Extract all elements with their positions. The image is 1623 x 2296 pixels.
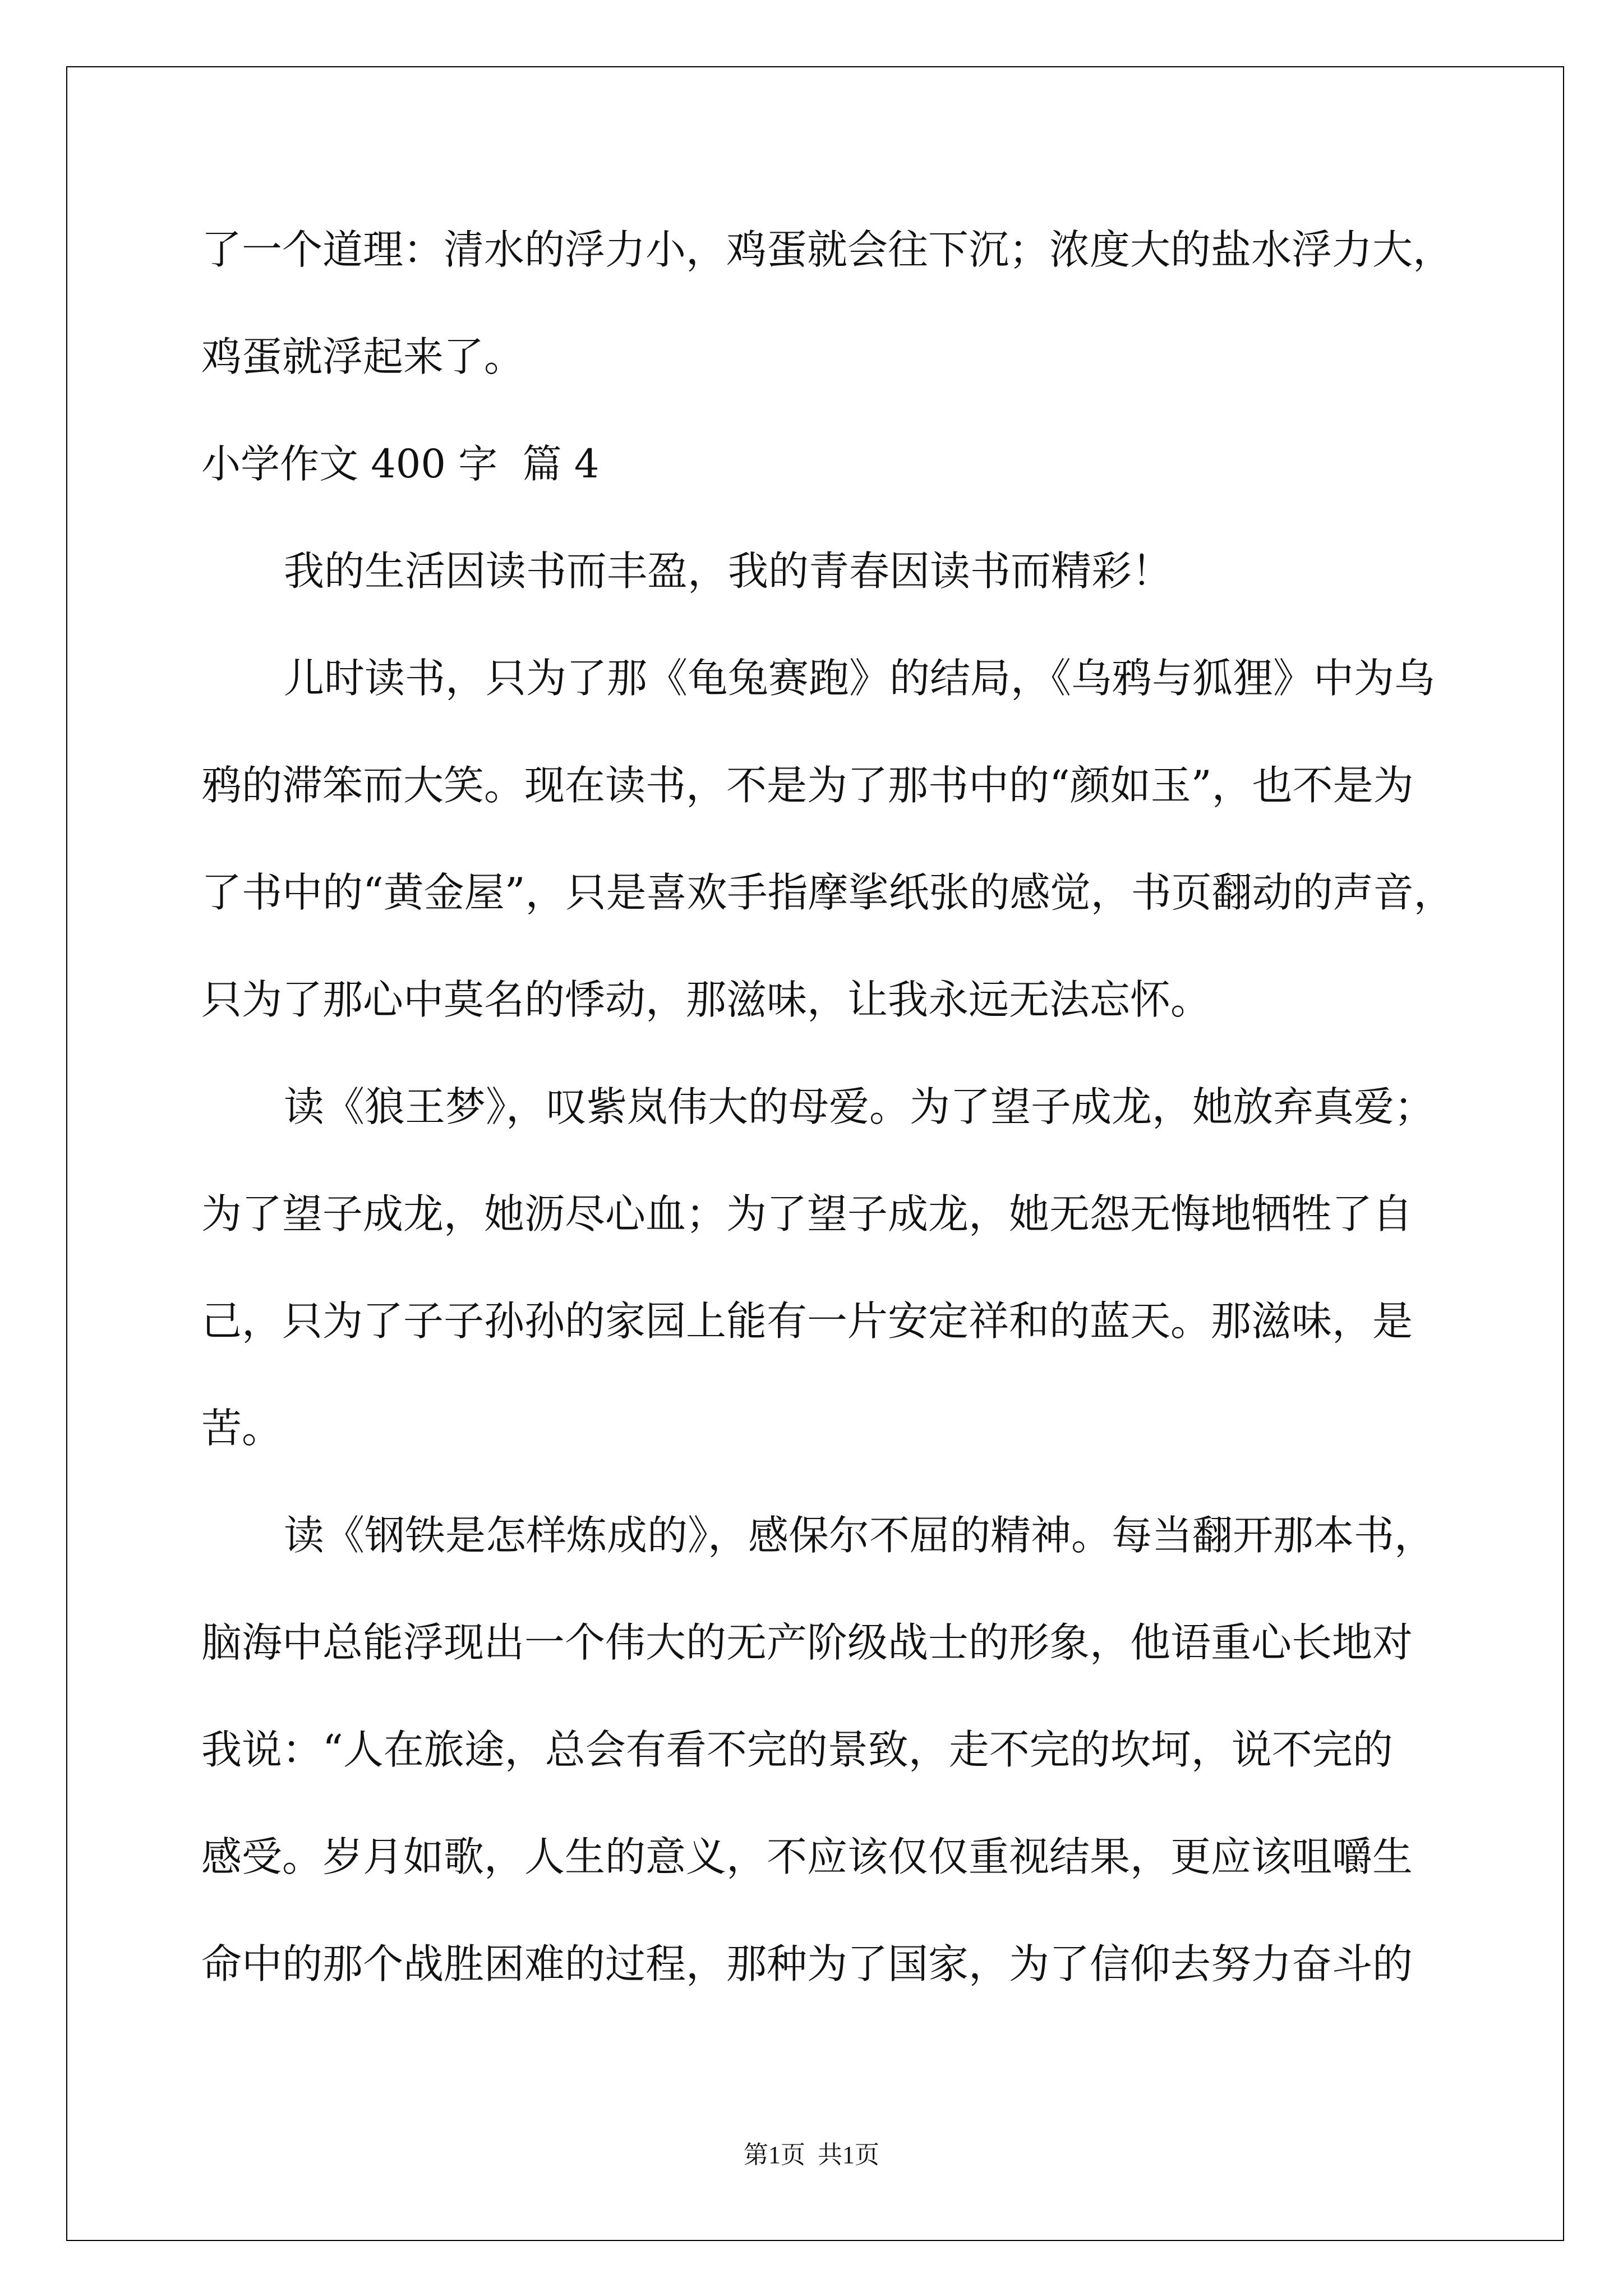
text-line: 鸡蛋就浮起来了。 bbox=[201, 333, 525, 380]
text-line: 我的生活因读书而丰盈，我的青春因读书而精彩！ bbox=[284, 547, 1173, 595]
text-line: 己，只为了子子孙孙的家园上能有一片安定祥和的蓝天。那滋味，是 bbox=[201, 1297, 1413, 1345]
text-line: 苦。 bbox=[201, 1405, 283, 1452]
text-line: 读《狼王梦》，叹紫岚伟大的母爱。为了望子成龙，她放弃真爱； bbox=[284, 1083, 1435, 1130]
document-body bbox=[201, 196, 1491, 2018]
text-line: 了一个道理：清水的浮力小，鸡蛋就会往下沉；浓度大的盐水浮力大， bbox=[201, 226, 1454, 273]
paragraph bbox=[201, 625, 1491, 1053]
paragraph bbox=[201, 1482, 1491, 2018]
page-footer: 第1页 共1页 bbox=[744, 2141, 879, 2169]
paragraph bbox=[201, 1053, 1491, 1482]
paragraph-continuation bbox=[201, 196, 1491, 411]
text-line: 我说：“人在旅途，总会有看不完的景致，走不完的坎坷，说不完的 bbox=[201, 1726, 1393, 1773]
text-line: 感受。岁月如歌，人生的意义，不应该仅仅重视结果，更应该咀嚼生 bbox=[201, 1833, 1413, 1880]
text-line: 鸦的滞笨而大笑。现在读书，不是为了那书中的“颜如玉”，也不是为 bbox=[201, 762, 1414, 809]
text-line: 儿时读书，只为了那《龟兔赛跑》的结局，《乌鸦与狐狸》中为乌 bbox=[284, 655, 1435, 702]
text-line: 了书中的“黄金屋”，只是喜欢手指摩挲纸张的感觉，书页翻动的声音， bbox=[201, 869, 1454, 916]
text-line: 为了望子成龙，她沥尽心血；为了望子成龙，她无怨无悔地牺牲了自 bbox=[201, 1190, 1413, 1237]
paragraph bbox=[201, 518, 1491, 625]
text-line: 脑海中总能浮现出一个伟大的无产阶级战士的形象，他语重心长地对 bbox=[201, 1619, 1413, 1666]
text-line: 命中的那个战胜困难的过程，那种为了国家，为了信仰去努力奋斗的 bbox=[201, 1940, 1413, 1987]
section-heading: 小学作文 400 字 篇 4 bbox=[201, 441, 600, 487]
text-line: 读《钢铁是怎样炼成的》，感保尔不屈的精神。每当翻开那本书， bbox=[284, 1512, 1435, 1559]
text-line: 只为了那心中莫名的悸动，那滋味，让我永远无法忘怀。 bbox=[201, 976, 1211, 1023]
